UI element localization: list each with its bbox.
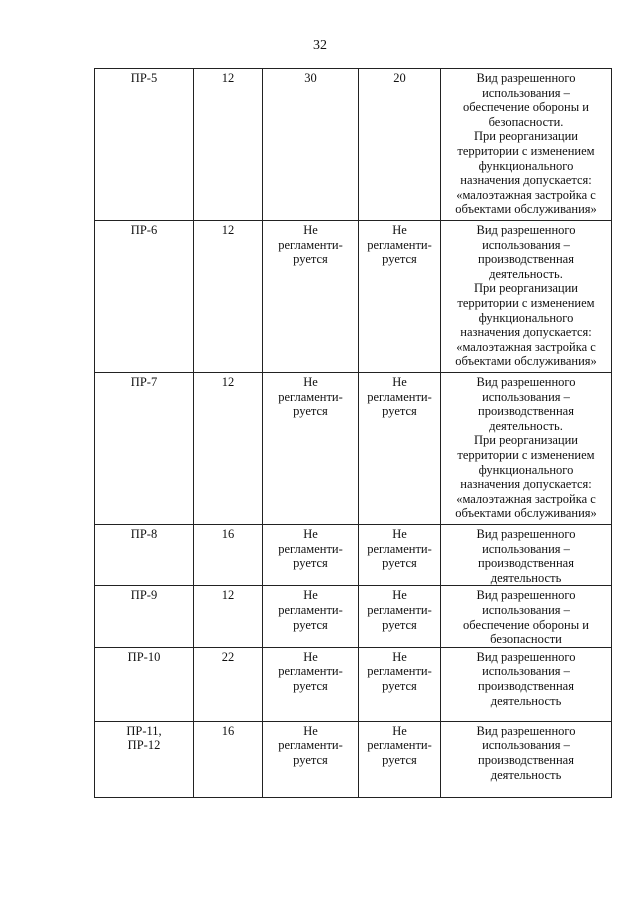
zone-code-cell: ПР-10 bbox=[95, 647, 194, 721]
table-row bbox=[95, 69, 612, 221]
table-row bbox=[95, 373, 612, 525]
zone-code-cell: ПР-7 bbox=[95, 373, 194, 525]
zone-code-cell: ПР-8 bbox=[95, 525, 194, 586]
col3-cell: Не регламенти- руется bbox=[263, 721, 359, 797]
col3-cell: Не регламенти- руется bbox=[263, 525, 359, 586]
col4-cell: Не регламенти- руется bbox=[359, 373, 441, 525]
permitted-use-cell: Вид разрешенного использования – обеспечение обороны и безопасности. При реорганизации территории с изменением функционального назначения допускается: «малоэтажная застройка с объектами обслуживания» bbox=[441, 69, 612, 221]
zone-code-cell: ПР-9 bbox=[95, 586, 194, 647]
permitted-use-cell: Вид разрешенного использования – производственная деятельность bbox=[441, 647, 612, 721]
col4-cell: Не регламенти- руется bbox=[359, 721, 441, 797]
col3-cell: Не регламенти- руется bbox=[263, 586, 359, 647]
zone-regulations-table bbox=[94, 68, 612, 798]
value-cell: 12 bbox=[194, 586, 263, 647]
col3-cell: Не регламенти- руется bbox=[263, 373, 359, 525]
col3-cell: 30 bbox=[263, 69, 359, 221]
permitted-use-cell: Вид разрешенного использования – производственная деятельность bbox=[441, 525, 612, 586]
value-cell: 12 bbox=[194, 221, 263, 373]
table-row bbox=[95, 647, 612, 721]
value-cell: 16 bbox=[194, 721, 263, 797]
value-cell: 22 bbox=[194, 647, 263, 721]
page-number: 32 bbox=[313, 38, 327, 53]
value-cell: 16 bbox=[194, 525, 263, 586]
table-row bbox=[95, 586, 612, 647]
zone-code-cell: ПР-6 bbox=[95, 221, 194, 373]
table-row bbox=[95, 721, 612, 797]
permitted-use-cell: Вид разрешенного использования – производственная деятельность bbox=[441, 721, 612, 797]
col3-cell: Не регламенти- руется bbox=[263, 221, 359, 373]
value-cell: 12 bbox=[194, 373, 263, 525]
permitted-use-cell: Вид разрешенного использования – обеспечение обороны и безопасности bbox=[441, 586, 612, 647]
zone-code-cell: ПР-5 bbox=[95, 69, 194, 221]
permitted-use-cell: Вид разрешенного использования – производственная деятельность. При реорганизации территории с изменением функционального назначения допускается: «малоэтажная застройка с объектами обслуживания» bbox=[441, 221, 612, 373]
col4-cell: Не регламенти- руется bbox=[359, 647, 441, 721]
col4-cell: Не регламенти- руется bbox=[359, 586, 441, 647]
zone-code-cell: ПР-11, ПР-12 bbox=[95, 721, 194, 797]
col4-cell: Не регламенти- руется bbox=[359, 525, 441, 586]
table-row bbox=[95, 221, 612, 373]
table-row bbox=[95, 525, 612, 586]
col3-cell: Не регламенти- руется bbox=[263, 647, 359, 721]
col4-cell: Не регламенти- руется bbox=[359, 221, 441, 373]
permitted-use-cell: Вид разрешенного использования – производственная деятельность. При реорганизации территории с изменением функционального назначения допускается: «малоэтажная застройка с объектами обслуживания» bbox=[441, 373, 612, 525]
col4-cell: 20 bbox=[359, 69, 441, 221]
value-cell: 12 bbox=[194, 69, 263, 221]
